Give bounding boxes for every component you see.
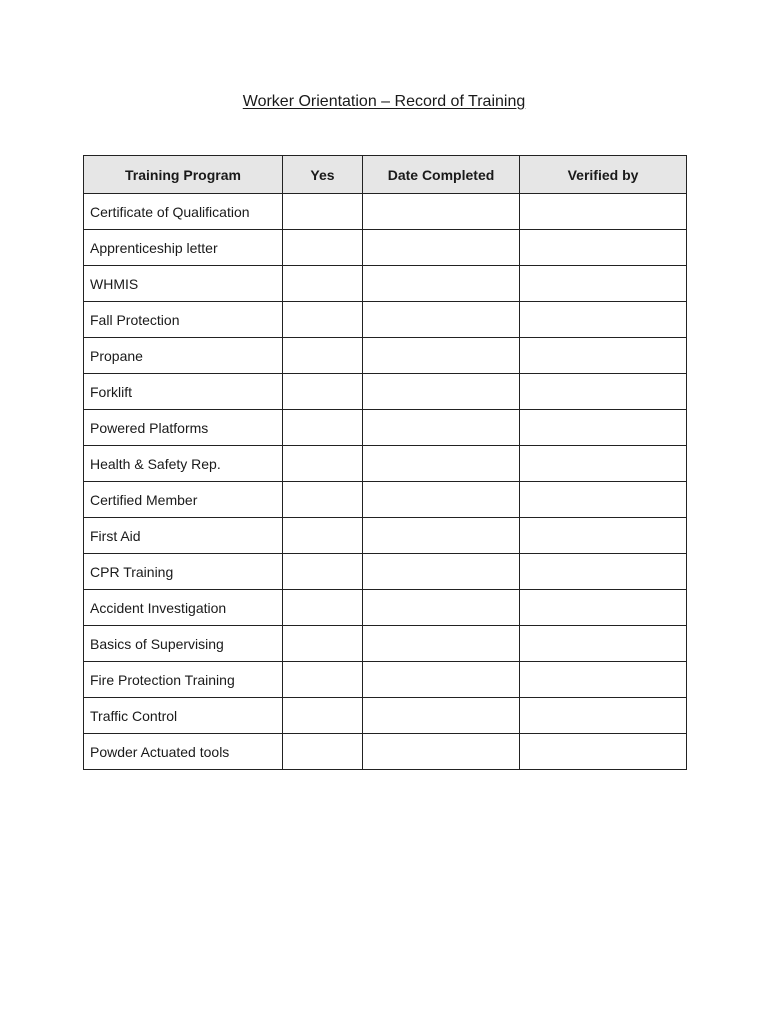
- verified-by-cell[interactable]: [520, 698, 687, 734]
- column-header-verified-by: Verified by: [520, 156, 687, 194]
- verified-by-cell[interactable]: [520, 518, 687, 554]
- yes-cell[interactable]: [283, 518, 363, 554]
- date-completed-cell[interactable]: [363, 410, 520, 446]
- column-header-yes: Yes: [283, 156, 363, 194]
- yes-cell[interactable]: [283, 554, 363, 590]
- date-completed-cell[interactable]: [363, 230, 520, 266]
- verified-by-cell[interactable]: [520, 626, 687, 662]
- training-program-cell: Health & Safety Rep.: [84, 446, 283, 482]
- table-row: [84, 374, 687, 410]
- training-program-cell: Fall Protection: [84, 302, 283, 338]
- table-row: [84, 230, 687, 266]
- column-header-date-completed: Date Completed: [363, 156, 520, 194]
- training-program-cell: Certificate of Qualification: [84, 194, 283, 230]
- verified-by-cell[interactable]: [520, 662, 687, 698]
- yes-cell[interactable]: [283, 698, 363, 734]
- date-completed-cell[interactable]: [363, 554, 520, 590]
- table-row: [84, 590, 687, 626]
- training-record-table: [83, 155, 687, 770]
- date-completed-cell[interactable]: [363, 518, 520, 554]
- training-program-cell: Powder Actuated tools: [84, 734, 283, 770]
- yes-cell[interactable]: [283, 734, 363, 770]
- yes-cell[interactable]: [283, 194, 363, 230]
- yes-cell[interactable]: [283, 446, 363, 482]
- yes-cell[interactable]: [283, 230, 363, 266]
- training-program-cell: Apprenticeship letter: [84, 230, 283, 266]
- training-program-cell: WHMIS: [84, 266, 283, 302]
- table-row: [84, 482, 687, 518]
- verified-by-cell[interactable]: [520, 446, 687, 482]
- table-row: [84, 554, 687, 590]
- yes-cell[interactable]: [283, 590, 363, 626]
- table-row: [84, 338, 687, 374]
- training-program-cell: Certified Member: [84, 482, 283, 518]
- table-body: [84, 194, 687, 770]
- training-program-cell: Fire Protection Training: [84, 662, 283, 698]
- training-program-cell: Powered Platforms: [84, 410, 283, 446]
- training-program-cell: Basics of Supervising: [84, 626, 283, 662]
- table-row: [84, 266, 687, 302]
- verified-by-cell[interactable]: [520, 302, 687, 338]
- yes-cell[interactable]: [283, 302, 363, 338]
- table-row: [84, 410, 687, 446]
- verified-by-cell[interactable]: [520, 374, 687, 410]
- yes-cell[interactable]: [283, 482, 363, 518]
- yes-cell[interactable]: [283, 410, 363, 446]
- yes-cell[interactable]: [283, 374, 363, 410]
- verified-by-cell[interactable]: [520, 734, 687, 770]
- verified-by-cell[interactable]: [520, 482, 687, 518]
- page-title: Worker Orientation – Record of Training: [242, 93, 526, 110]
- training-program-cell: Forklift: [84, 374, 283, 410]
- training-program-cell: CPR Training: [84, 554, 283, 590]
- verified-by-cell[interactable]: [520, 230, 687, 266]
- yes-cell[interactable]: [283, 626, 363, 662]
- training-program-cell: Accident Investigation: [84, 590, 283, 626]
- date-completed-cell[interactable]: [363, 446, 520, 482]
- verified-by-cell[interactable]: [520, 590, 687, 626]
- date-completed-cell[interactable]: [363, 374, 520, 410]
- table-row: [84, 626, 687, 662]
- table-row: [84, 698, 687, 734]
- table-row: [84, 446, 687, 482]
- training-program-cell: First Aid: [84, 518, 283, 554]
- date-completed-cell[interactable]: [363, 194, 520, 230]
- yes-cell[interactable]: [283, 338, 363, 374]
- date-completed-cell[interactable]: [363, 302, 520, 338]
- verified-by-cell[interactable]: [520, 194, 687, 230]
- date-completed-cell[interactable]: [363, 698, 520, 734]
- column-header-training-program: Training Program: [84, 156, 283, 194]
- verified-by-cell[interactable]: [520, 410, 687, 446]
- verified-by-cell[interactable]: [520, 266, 687, 302]
- date-completed-cell[interactable]: [363, 590, 520, 626]
- training-program-cell: Traffic Control: [84, 698, 283, 734]
- date-completed-cell[interactable]: [363, 734, 520, 770]
- yes-cell[interactable]: [283, 662, 363, 698]
- yes-cell[interactable]: [283, 266, 363, 302]
- table-row: [84, 662, 687, 698]
- date-completed-cell[interactable]: [363, 626, 520, 662]
- table-row: [84, 518, 687, 554]
- date-completed-cell[interactable]: [363, 482, 520, 518]
- verified-by-cell[interactable]: [520, 338, 687, 374]
- table-row: [84, 194, 687, 230]
- date-completed-cell[interactable]: [363, 338, 520, 374]
- date-completed-cell[interactable]: [363, 662, 520, 698]
- date-completed-cell[interactable]: [363, 266, 520, 302]
- training-program-cell: Propane: [84, 338, 283, 374]
- table-header-row: [84, 156, 687, 194]
- table-row: [84, 302, 687, 338]
- table-row: [84, 734, 687, 770]
- verified-by-cell[interactable]: [520, 554, 687, 590]
